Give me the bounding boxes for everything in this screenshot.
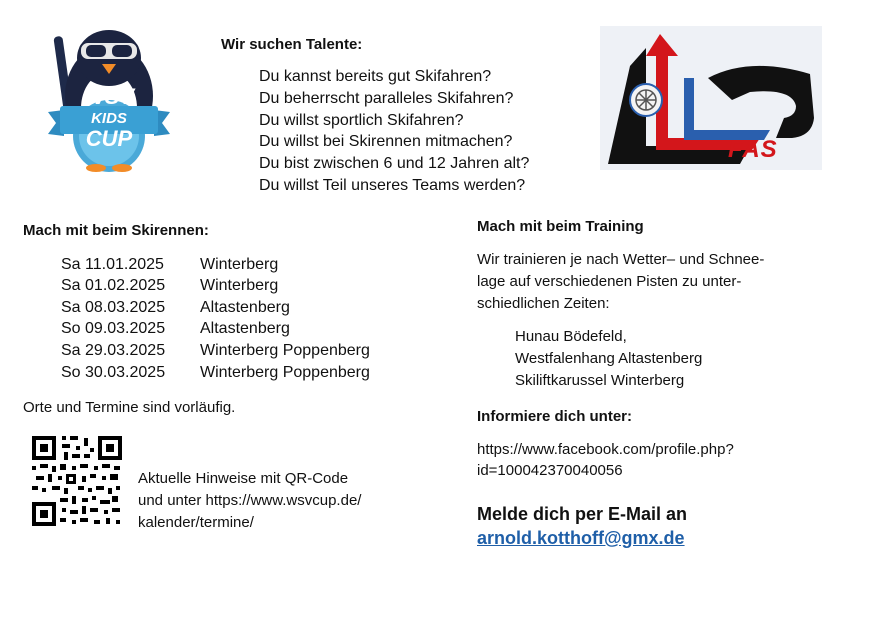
race-place: Altastenberg (200, 320, 290, 337)
talent-question: Du bist zwischen 6 und 12 Jahren alt? (259, 155, 530, 172)
qr-code[interactable] (32, 436, 122, 526)
contact-email-link[interactable]: arnold.kotthoff@gmx.de (477, 528, 685, 548)
logo-cup-text: CUP (85, 126, 133, 151)
logo-wsv-text: WSV (83, 84, 135, 109)
races-note: Orte und Termine sind vorläufig. (23, 399, 236, 416)
training-location: Skiliftkarussel Winterberg (515, 372, 685, 389)
fas-logo (600, 26, 822, 170)
race-date: Sa 29.03.2025 (61, 342, 166, 359)
talent-question: Du beherrscht paralleles Skifahren? (259, 90, 514, 107)
training-text-line: schiedlichen Zeiten: (477, 295, 610, 312)
talents-heading: Wir suchen Talente: (221, 36, 363, 53)
race-place: Winterberg Poppenberg (200, 364, 370, 381)
facebook-url-line[interactable]: id=100042370040056 (477, 462, 623, 479)
race-place: Altastenberg (200, 299, 290, 316)
talent-question: Du willst bei Skirennen mitmachen? (259, 133, 513, 150)
facebook-url-line[interactable]: https://www.facebook.com/profile.php? (477, 441, 734, 458)
wsv-kids-cup-logo (44, 18, 174, 176)
race-date: Sa 01.02.2025 (61, 277, 166, 294)
races-heading: Mach mit beim Skirennen: (23, 222, 209, 239)
training-location: Westfalenhang Altastenberg (515, 350, 703, 367)
talent-question: Du kannst bereits gut Skifahren? (259, 68, 492, 85)
talent-question: Du willst Teil unseres Teams werden? (259, 177, 526, 194)
race-date: So 30.03.2025 (61, 364, 166, 381)
talent-question: Du willst sportlich Skifahren? (259, 112, 464, 129)
logo-kids-text: KIDS (91, 110, 127, 127)
race-date: Sa 11.01.2025 (61, 256, 164, 273)
training-heading: Mach mit beim Training (477, 218, 644, 235)
race-date: Sa 08.03.2025 (61, 299, 166, 316)
logo-fas-text: FAS (728, 136, 778, 163)
race-place: Winterberg Poppenberg (200, 342, 370, 359)
qr-info-line: und unter https://www.wsvcup.de/ (138, 492, 362, 509)
qr-info-line: Aktuelle Hinweise mit QR-Code (138, 470, 349, 487)
race-place: Winterberg (200, 256, 279, 273)
training-text-line: Wir trainieren je nach Wetter– und Schnee- (477, 251, 765, 268)
race-place: Winterberg (200, 277, 279, 294)
training-text-line: lage auf verschiedenen Pisten zu unter- (477, 273, 742, 290)
training-location: Hunau Bödefeld, (515, 328, 627, 345)
race-date: So 09.03.2025 (61, 320, 166, 337)
info-heading: Informiere dich unter: (477, 408, 633, 425)
contact-line: Melde dich per E-Mail an (477, 504, 688, 524)
qr-info-line: kalender/termine/ (138, 514, 254, 531)
